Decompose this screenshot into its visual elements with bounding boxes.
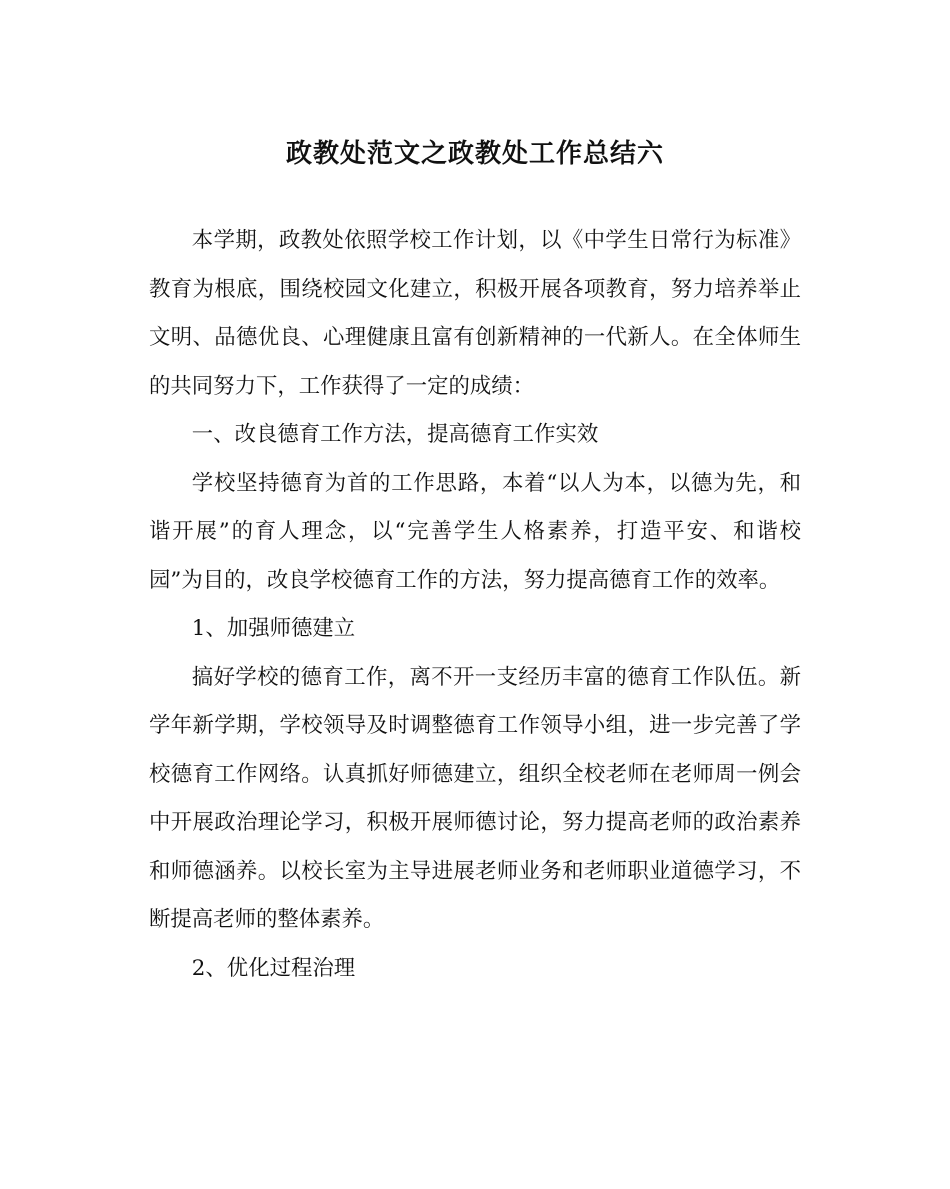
- paragraph-intro: 本学期，政教处依照学校工作计划，以《中学生日常行为标准》教育为根底，围绕校园文化建立，积极开展各项教育，努力培养举止文明、品德优良、心理健康且富有创新精神的一代新人。在全体师生的共同努力下，工作获得了一定的成绩：: [149, 228, 801, 399]
- section-heading-1: 一、改良德育工作方法，提高德育工作实效: [191, 422, 599, 447]
- subsection-heading-2: 2、优化过程治理: [191, 955, 356, 981]
- paragraph-section-1: 学校坚持德育为首的工作思路，本着“以人为本，以德为先，和谐开展”的育人理念，以“完善学生人格素养，打造平安、和谐校园”为目的，改良学校德育工作的方法，努力提高德育工作的效率。: [149, 470, 801, 593]
- paragraph-subsection-1: 搞好学校的德育工作，离不开一支经历丰富的德育工作队伍。新学年新学期，学校领导及时调整德育工作领导小组，进一步完善了学校德育工作网络。认真抓好师德建立，组织全校老师在老师周一例会中开展政治理论学习，积极开展师德讨论，努力提高老师的政治素养和师德涵养。以校长室为主导进展老师业务和老师职业道德学习，不断提高老师的整体素养。: [149, 664, 801, 932]
- document-body: [149, 217, 801, 993]
- subsection-heading-1: 1、加强师德建立: [191, 616, 356, 641]
- document-title: 政教处范文之政教处工作总结六: [285, 139, 664, 169]
